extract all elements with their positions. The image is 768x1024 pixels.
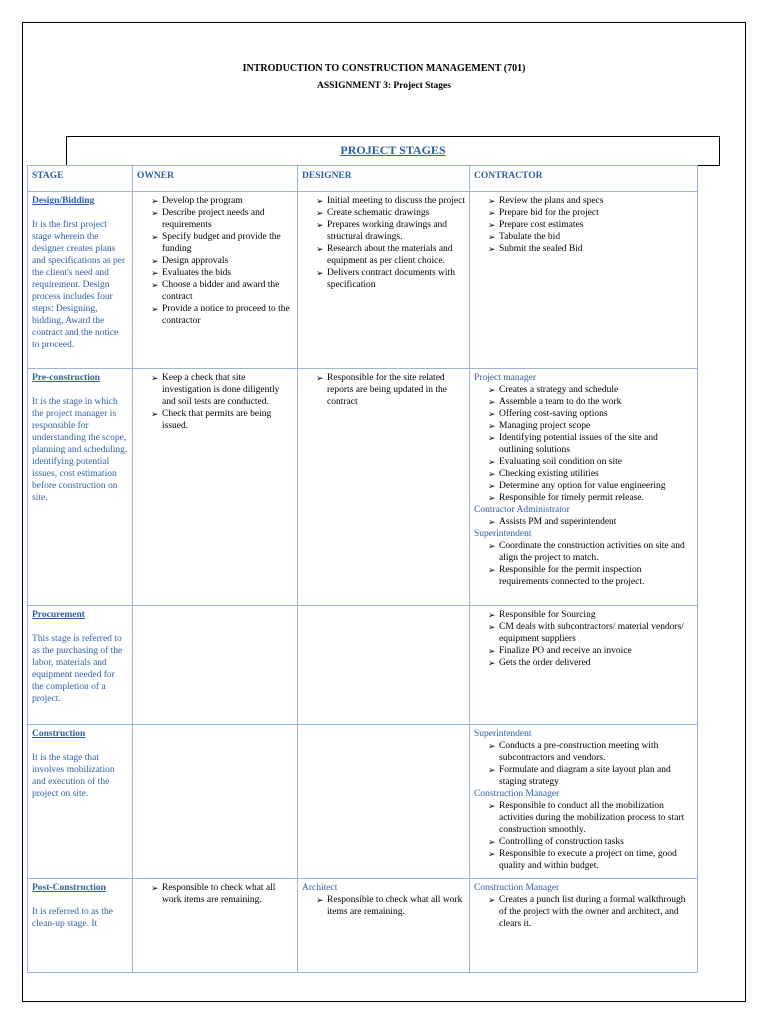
list-item: ➢ Initial meeting to discuss the project bbox=[316, 195, 465, 207]
contractor-list bbox=[474, 540, 693, 588]
list-item: ➢ Responsible to conduct all the mobilization activities during the mobilization process to start construction smoothly. bbox=[488, 800, 693, 836]
list-item: ➢ Review the plans and specs bbox=[488, 195, 693, 207]
contractor-cell bbox=[470, 879, 698, 973]
list-item: ➢ Evaluating soil condition on site bbox=[488, 456, 693, 468]
contractor-role: Superintendent bbox=[474, 729, 532, 739]
list-item: ➢ Research about the materials and equipment as per client choice. bbox=[316, 243, 465, 267]
list-item: ➢ Responsible to execute a project on time, good quality and within budget. bbox=[488, 848, 693, 872]
designer-cell bbox=[298, 725, 470, 879]
designer-list bbox=[302, 195, 465, 291]
stage-name: Construction bbox=[32, 729, 86, 739]
list-item: ➢ Assemble a team to do the work bbox=[488, 396, 693, 408]
contractor-list bbox=[474, 195, 693, 255]
list-item: ➢ Specify budget and provide the funding bbox=[151, 231, 293, 255]
stage-cell bbox=[28, 192, 133, 369]
list-item: ➢ Assists PM and superintendent bbox=[488, 516, 693, 528]
list-item: ➢ Prepare cost estimates bbox=[488, 219, 693, 231]
list-item: ➢ Offering cost-saving options bbox=[488, 408, 693, 420]
list-item: ➢ Finalize PO and receive an invoice bbox=[488, 645, 693, 657]
contractor-role: Superintendent bbox=[474, 529, 532, 539]
list-item: ➢ Gets the order delivered bbox=[488, 657, 693, 669]
column-header-owner: OWNER bbox=[133, 166, 298, 192]
owner-list bbox=[137, 882, 293, 906]
contractor-role: Construction Manager bbox=[474, 883, 560, 893]
list-item: ➢ Submit the sealed Bid bbox=[488, 243, 693, 255]
list-item: ➢ Provide a notice to proceed to the contractor bbox=[151, 303, 293, 327]
owner-list bbox=[137, 195, 293, 327]
owner-cell bbox=[133, 879, 298, 973]
table-row bbox=[28, 192, 698, 369]
contractor-cell bbox=[470, 369, 698, 606]
contractor-cell bbox=[470, 192, 698, 369]
table-header-row bbox=[28, 166, 698, 192]
stage-description: This stage is referred to as the purchasing of the labor, materials and equipment needed for the completion of a project. bbox=[32, 634, 123, 704]
owner-cell bbox=[133, 725, 298, 879]
contractor-list bbox=[474, 800, 693, 872]
list-item: ➢ Controlling of construction tasks bbox=[488, 836, 693, 848]
contractor-role: Project manager bbox=[474, 373, 536, 383]
designer-list bbox=[302, 372, 465, 408]
list-item: ➢ Keep a check that site investigation is done diligently and soil tests are conducted. bbox=[151, 372, 293, 408]
list-item: ➢ Delivers contract documents with specification bbox=[316, 267, 465, 291]
stage-description: It is the stage in which the project manager is responsible for understanding the scope, planning and scheduling, identifying potential issues, cost estimation before construction on site. bbox=[32, 397, 128, 503]
list-item: ➢ Responsible for the site related reports are being updated in the contract bbox=[316, 372, 465, 408]
owner-cell bbox=[133, 606, 298, 725]
page-title: PROJECT STAGES bbox=[340, 143, 446, 157]
owner-cell bbox=[133, 192, 298, 369]
designer-cell bbox=[298, 606, 470, 725]
list-item: ➢ Identifying potential issues of the site and outlining solutions bbox=[488, 432, 693, 456]
contractor-cell bbox=[470, 606, 698, 725]
list-item: ➢ Evaluates the bids bbox=[151, 267, 293, 279]
stage-name: Design/Bidding bbox=[32, 196, 95, 206]
stage-description: It is the stage that involves mobilization and execution of the project on site. bbox=[32, 753, 115, 799]
list-item: ➢ Describe project needs and requirements bbox=[151, 207, 293, 231]
column-header-stage: STAGE bbox=[28, 166, 133, 192]
list-item: ➢ Responsible for timely permit release. bbox=[488, 492, 693, 504]
list-item: ➢ Coordinate the construction activities on site and align the project to match. bbox=[488, 540, 693, 564]
column-header-designer: DESIGNER bbox=[298, 166, 470, 192]
list-item: ➢ Develop the program bbox=[151, 195, 293, 207]
designer-cell bbox=[298, 192, 470, 369]
list-item: ➢ Create schematic drawings bbox=[316, 207, 465, 219]
list-item: ➢ Design approvals bbox=[151, 255, 293, 267]
table-row bbox=[28, 879, 698, 973]
project-stages-table bbox=[27, 165, 698, 973]
title-box bbox=[66, 136, 720, 166]
table-row bbox=[28, 369, 698, 606]
list-item: ➢ Formulate and diagram a site layout plan and staging strategy bbox=[488, 764, 693, 788]
list-item: ➢ Checking existing utilities bbox=[488, 468, 693, 480]
designer-list bbox=[302, 894, 465, 918]
contractor-list bbox=[474, 384, 693, 504]
designer-cell bbox=[298, 369, 470, 606]
list-item: ➢ Creates a punch list during a formal walkthrough of the project with the owner and architect, and clears it. bbox=[488, 894, 693, 930]
assignment-title: ASSIGNMENT 3: Project Stages bbox=[317, 81, 451, 91]
list-item: ➢ Creates a strategy and schedule bbox=[488, 384, 693, 396]
contractor-role: Contractor Administrator bbox=[474, 505, 570, 515]
column-header-contractor: CONTRACTOR bbox=[470, 166, 698, 192]
owner-cell bbox=[133, 369, 298, 606]
stage-cell bbox=[28, 369, 133, 606]
list-item: ➢ Conducts a pre-construction meeting with subcontractors and vendors. bbox=[488, 740, 693, 764]
list-item: ➢ Prepare bid for the project bbox=[488, 207, 693, 219]
designer-cell bbox=[298, 879, 470, 973]
list-item: ➢ Responsible to check what all work items are remaining. bbox=[151, 882, 293, 906]
table-row bbox=[28, 725, 698, 879]
list-item: ➢ Responsible for the permit inspection requirements connected to the project. bbox=[488, 564, 693, 588]
stage-description: It is referred to as the clean-up stage. It bbox=[32, 907, 113, 929]
contractor-list bbox=[474, 609, 693, 669]
list-item: ➢ Responsible to check what all work items are remaining. bbox=[316, 894, 465, 918]
contractor-list bbox=[474, 894, 693, 930]
stage-description: It is the first project stage wherein the designer creates plans and specifications as per the client's need and requirement. Design process includes four steps: Designing, bidding, Award the contract and the notice to proceed. bbox=[32, 220, 126, 350]
stage-name: Pre-construction bbox=[32, 373, 100, 383]
list-item: ➢ Managing project scope bbox=[488, 420, 693, 432]
course-title: INTRODUCTION TO CONSTRUCTION MANAGEMENT (701) bbox=[242, 63, 526, 74]
stage-cell bbox=[28, 725, 133, 879]
stage-cell bbox=[28, 879, 133, 973]
list-item: ➢ Choose a bidder and award the contract bbox=[151, 279, 293, 303]
list-item: ➢ Responsible for Sourcing bbox=[488, 609, 693, 621]
contractor-cell bbox=[470, 725, 698, 879]
contractor-list bbox=[474, 516, 693, 528]
list-item: ➢ Prepares working drawings and structural drawings. bbox=[316, 219, 465, 243]
contractor-role: Construction Manager bbox=[474, 789, 560, 799]
list-item: ➢ Tabulate the bid bbox=[488, 231, 693, 243]
list-item: ➢ Determine any option for value engineering bbox=[488, 480, 693, 492]
contractor-list bbox=[474, 740, 693, 788]
stage-cell bbox=[28, 606, 133, 725]
stage-name: Post-Construction bbox=[32, 883, 106, 893]
designer-role: Architect bbox=[302, 883, 338, 893]
stage-name: Procurement bbox=[32, 610, 85, 620]
owner-list bbox=[137, 372, 293, 432]
list-item: ➢ Check that permits are being issued. bbox=[151, 408, 293, 432]
table-row bbox=[28, 606, 698, 725]
list-item: ➢ CM deals with subcontractors/ material vendors/ equipment suppliers bbox=[488, 621, 693, 645]
